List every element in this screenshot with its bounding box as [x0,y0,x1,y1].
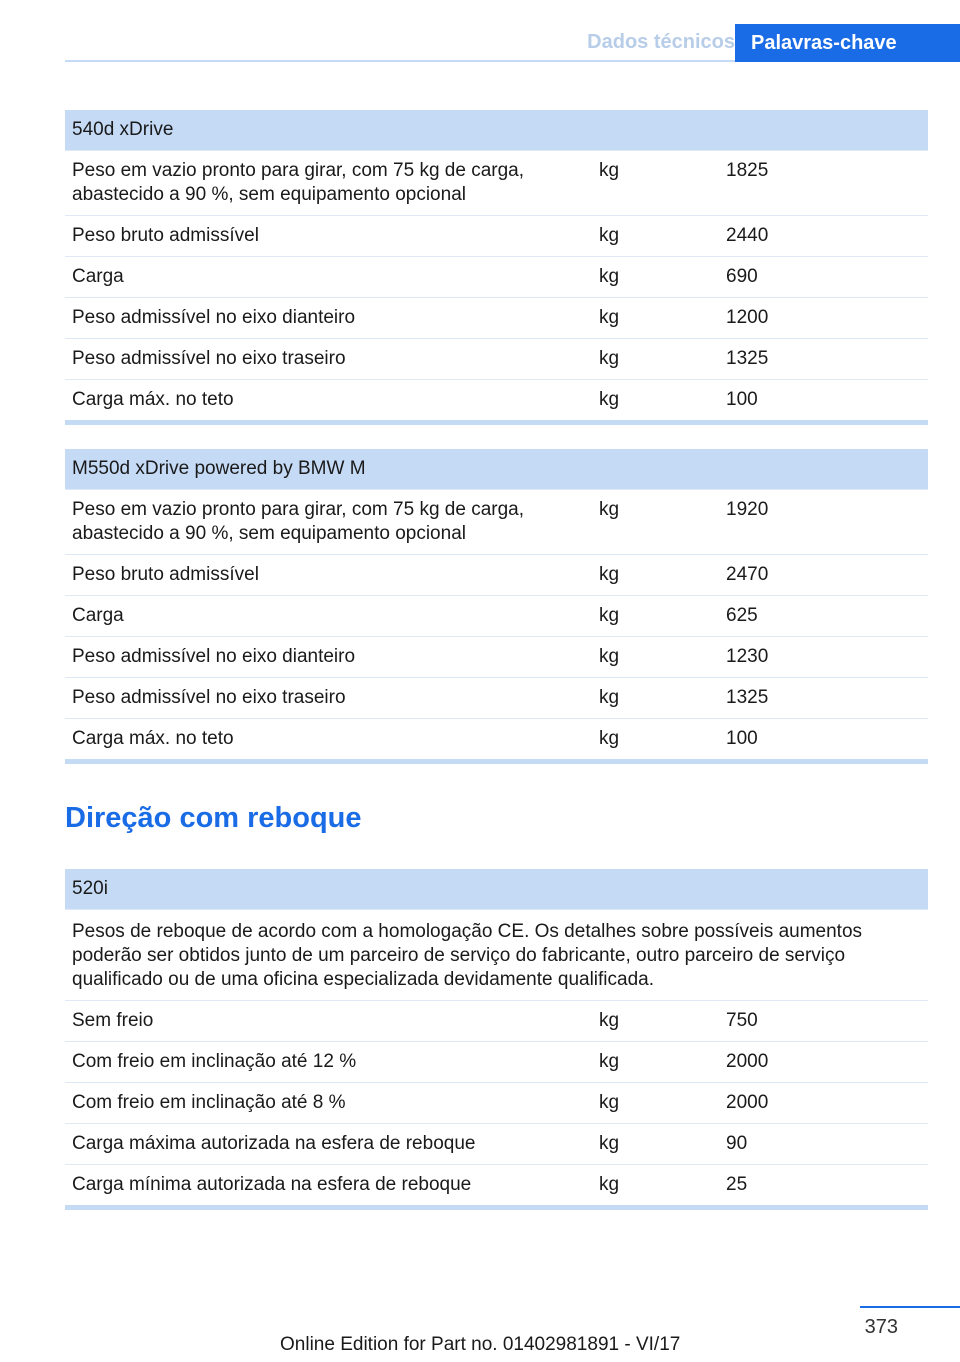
table-row: Peso em vazio pronto para girar, com 75 kg de carga, abastecido a 90 %, sem equipamento opcional kg 1825 [65,151,928,216]
tab-technical-data-label: Dados técnicos [587,30,735,53]
towing-table-520i [65,869,928,1210]
tab-technical-data[interactable] [587,24,735,60]
table-row: Carga kg 625 [65,596,928,637]
table-title: 540d xDrive [65,110,928,151]
table-row: Peso em vazio pronto para girar, com 75 kg de carga, abastecido a 90 %, sem equipamento opcional kg 1920 [65,490,928,555]
edition-footer: Online Edition for Part no. 01402981891 - VI/17 [280,1334,681,1355]
top-navigation [65,24,960,62]
tab-keywords[interactable] [735,24,960,62]
table-row: Peso admissível no eixo traseiro kg 1325 [65,678,928,719]
page-number-rule [860,1306,960,1308]
page-number: 373 [864,1316,898,1338]
table-row: Peso admissível no eixo traseiro kg 1325 [65,339,928,380]
table-note: Pesos de reboque de acordo com a homologação CE. Os detalhes sobre possíveis aumentos poderão ser obtidos junto de um parceiro de serviço do fabricante, outro parceiro de serviço qualificado ou de uma oficina especializada devidamente qualificada. [65,910,928,1001]
table-row: Peso bruto admissível kg 2440 [65,216,928,257]
table-note-row [65,910,928,1001]
table-title: M550d xDrive powered by BMW M [65,449,928,490]
table-row: Peso admissível no eixo dianteiro kg 1200 [65,298,928,339]
table-row: Carga máx. no teto kg 100 [65,719,928,762]
weights-table-m550d [65,449,928,764]
table-row: Com freio em inclinação até 12 % kg 2000 [65,1042,928,1083]
table-title: 520i [65,869,928,910]
weights-table-540d [65,110,928,425]
table-row: Com freio em inclinação até 8 % kg 2000 [65,1083,928,1124]
table-row: Carga máxima autorizada na esfera de reboque kg 90 [65,1124,928,1165]
table-row: Carga mínima autorizada na esfera de reboque kg 25 [65,1165,928,1208]
tab-keywords-label: Palavras-chave [751,31,897,54]
table-row: Sem freio kg 750 [65,1001,928,1042]
table-row: Peso admissível no eixo dianteiro kg 1230 [65,637,928,678]
table-row: Peso bruto admissível kg 2470 [65,555,928,596]
table-row: Carga kg 690 [65,257,928,298]
table-row: Carga máx. no teto kg 100 [65,380,928,423]
section-heading: Direção com reboque [65,802,362,834]
